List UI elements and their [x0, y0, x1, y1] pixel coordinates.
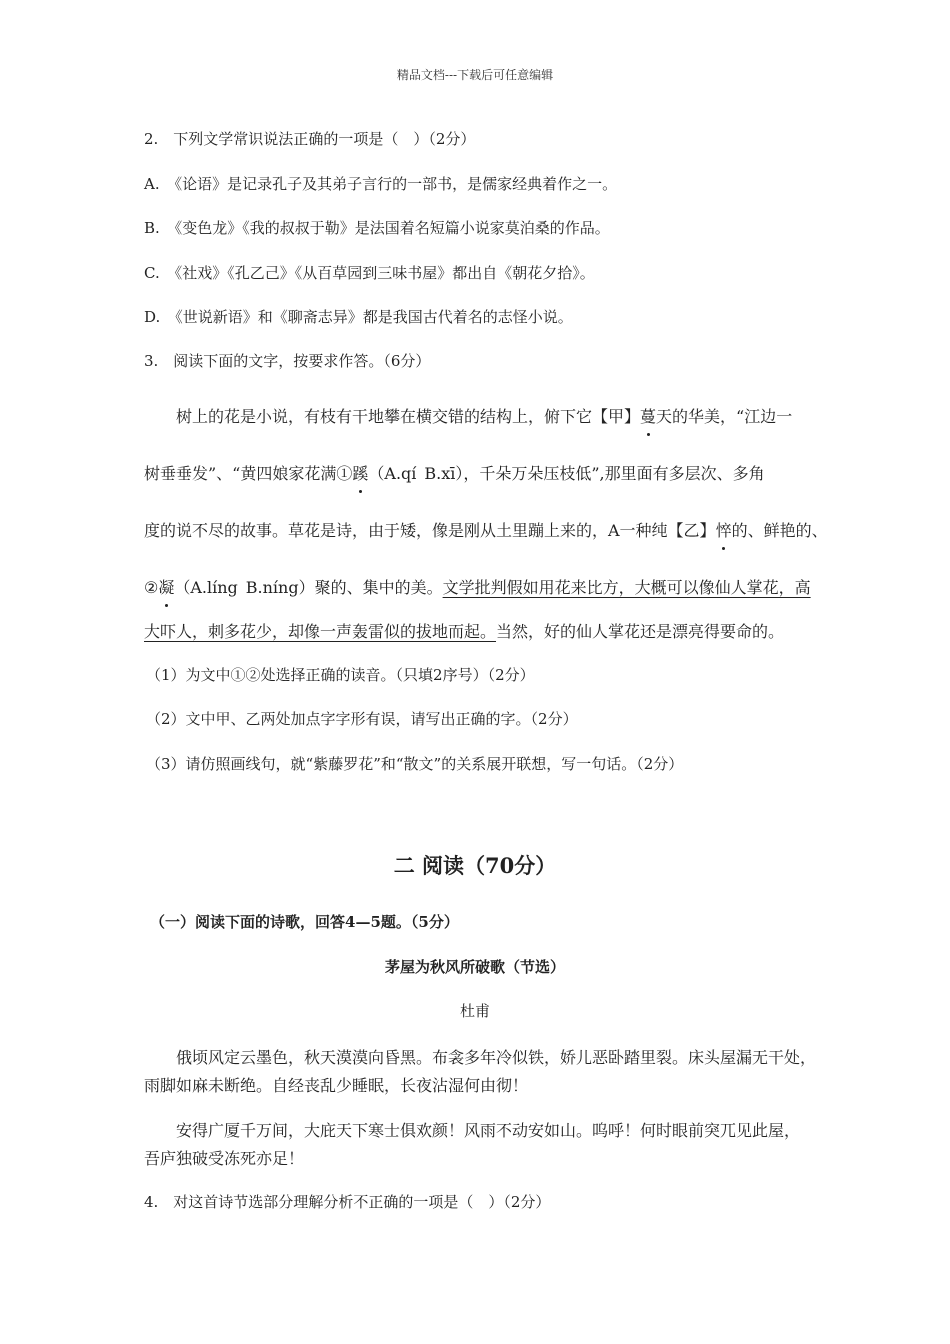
sub-question-1: （1）为文中①②处选择正确的读音。（只填2序号）（2分） [146, 666, 535, 684]
passage-text: 天的华美，“江边一 [656, 407, 793, 426]
passage-text: （A.qí B.xī），千朵万朵压枝低”,那里面有多层次、多角 [368, 464, 765, 483]
question-2-option-a: A. 《论语》是记录孔子及其弟子言行的一部书，是儒家经典着作之一。 [144, 175, 618, 193]
passage-line-2 [144, 461, 765, 484]
poem-author: 杜甫 [459, 1002, 490, 1020]
poem-title: 茅屋为秋风所破歌（节选） [384, 958, 565, 976]
sub-question-2: （2）文中甲、乙两处加点字字形有误，请写出正确的字。（2分） [146, 710, 578, 728]
passage-text: （A.líng B.níng）聚的、集中的美。 [174, 578, 443, 597]
passage-text: 当然，好的仙人掌花还是漂亮得要命的。 [496, 622, 785, 641]
sub-question-3: （3）请仿照画线句，就“紫藤罗花”和“散文”的关系展开联想，写一句话。（2分） [146, 755, 684, 773]
passage-line-1 [176, 404, 792, 427]
passage-line-4 [144, 575, 811, 598]
dotted-character: 蹊 [352, 461, 368, 484]
passage-line-3 [144, 518, 828, 541]
passage-text: ② [144, 578, 159, 597]
dotted-character: 悴 [716, 518, 732, 541]
question-4-stem: 4. 对这首诗节选部分理解分析不正确的一项是（ ）（2分） [144, 1193, 551, 1211]
section-title: 二 阅读（70分） [393, 853, 557, 878]
poem-stanza-2-line-1: 安得广厦千万间，大庇天下寒士俱欢颜！风雨不动安如山。呜呼！何时眼前突兀见此屋， [176, 1121, 801, 1140]
poem-stanza-1-line-2: 雨脚如麻未断绝。自经丧乱少睡眠，长夜沾湿何由彻！ [144, 1076, 529, 1095]
dotted-character: 凝 [158, 575, 174, 598]
passage-text: 树垂垂发”、“黄四娘家花满① [144, 464, 353, 483]
poem-stanza-1-line-1: 俄顷风定云墨色，秋天漠漠向昏黑。布衾多年冷似铁，娇儿恶卧踏里裂。床头屋漏无干处， [176, 1048, 817, 1067]
passage-line-5 [144, 619, 784, 642]
passage-text: 树上的花是小说，有枝有干地攀在横交错的结构上，俯下它【甲】 [176, 407, 641, 426]
part-heading: （一）阅读下面的诗歌，回答4—5题。（5分） [150, 913, 459, 931]
question-2-option-d: D. 《世说新语》和《聊斋志异》都是我国古代着名的志怪小说。 [144, 308, 573, 326]
page-header: 精品文档---下载后可任意编辑 [396, 68, 554, 82]
passage-text: 的、鲜艳的、 [731, 521, 828, 540]
question-3-stem: 3. 阅读下面的文字，按要求作答。（6分） [144, 352, 431, 370]
question-2-option-c: C. 《社戏》《孔乙己》《从百草园到三味书屋》都出自《朝花夕拾》。 [144, 264, 595, 282]
underlined-sentence: 大吓人，刺多花少，却像一声轰雷似的拔地而起。 [144, 622, 497, 641]
question-2-stem: 2. 下列文学常识说法正确的一项是（ ）（2分） [144, 130, 476, 148]
passage-text: 度的说不尽的故事。草花是诗，由于矮，像是刚从土里蹦上来的，A一种纯【乙】 [144, 521, 716, 540]
dotted-character: 蔓 [640, 404, 656, 427]
poem-stanza-2-line-2: 吾庐独破受冻死亦足！ [144, 1149, 305, 1168]
underlined-sentence: 文学批判假如用花来比方，大概可以像仙人掌花，高 [442, 578, 811, 597]
question-2-option-b: B. 《变色龙》《我的叔叔于勒》是法国着名短篇小说家莫泊桑的作品。 [144, 219, 610, 237]
